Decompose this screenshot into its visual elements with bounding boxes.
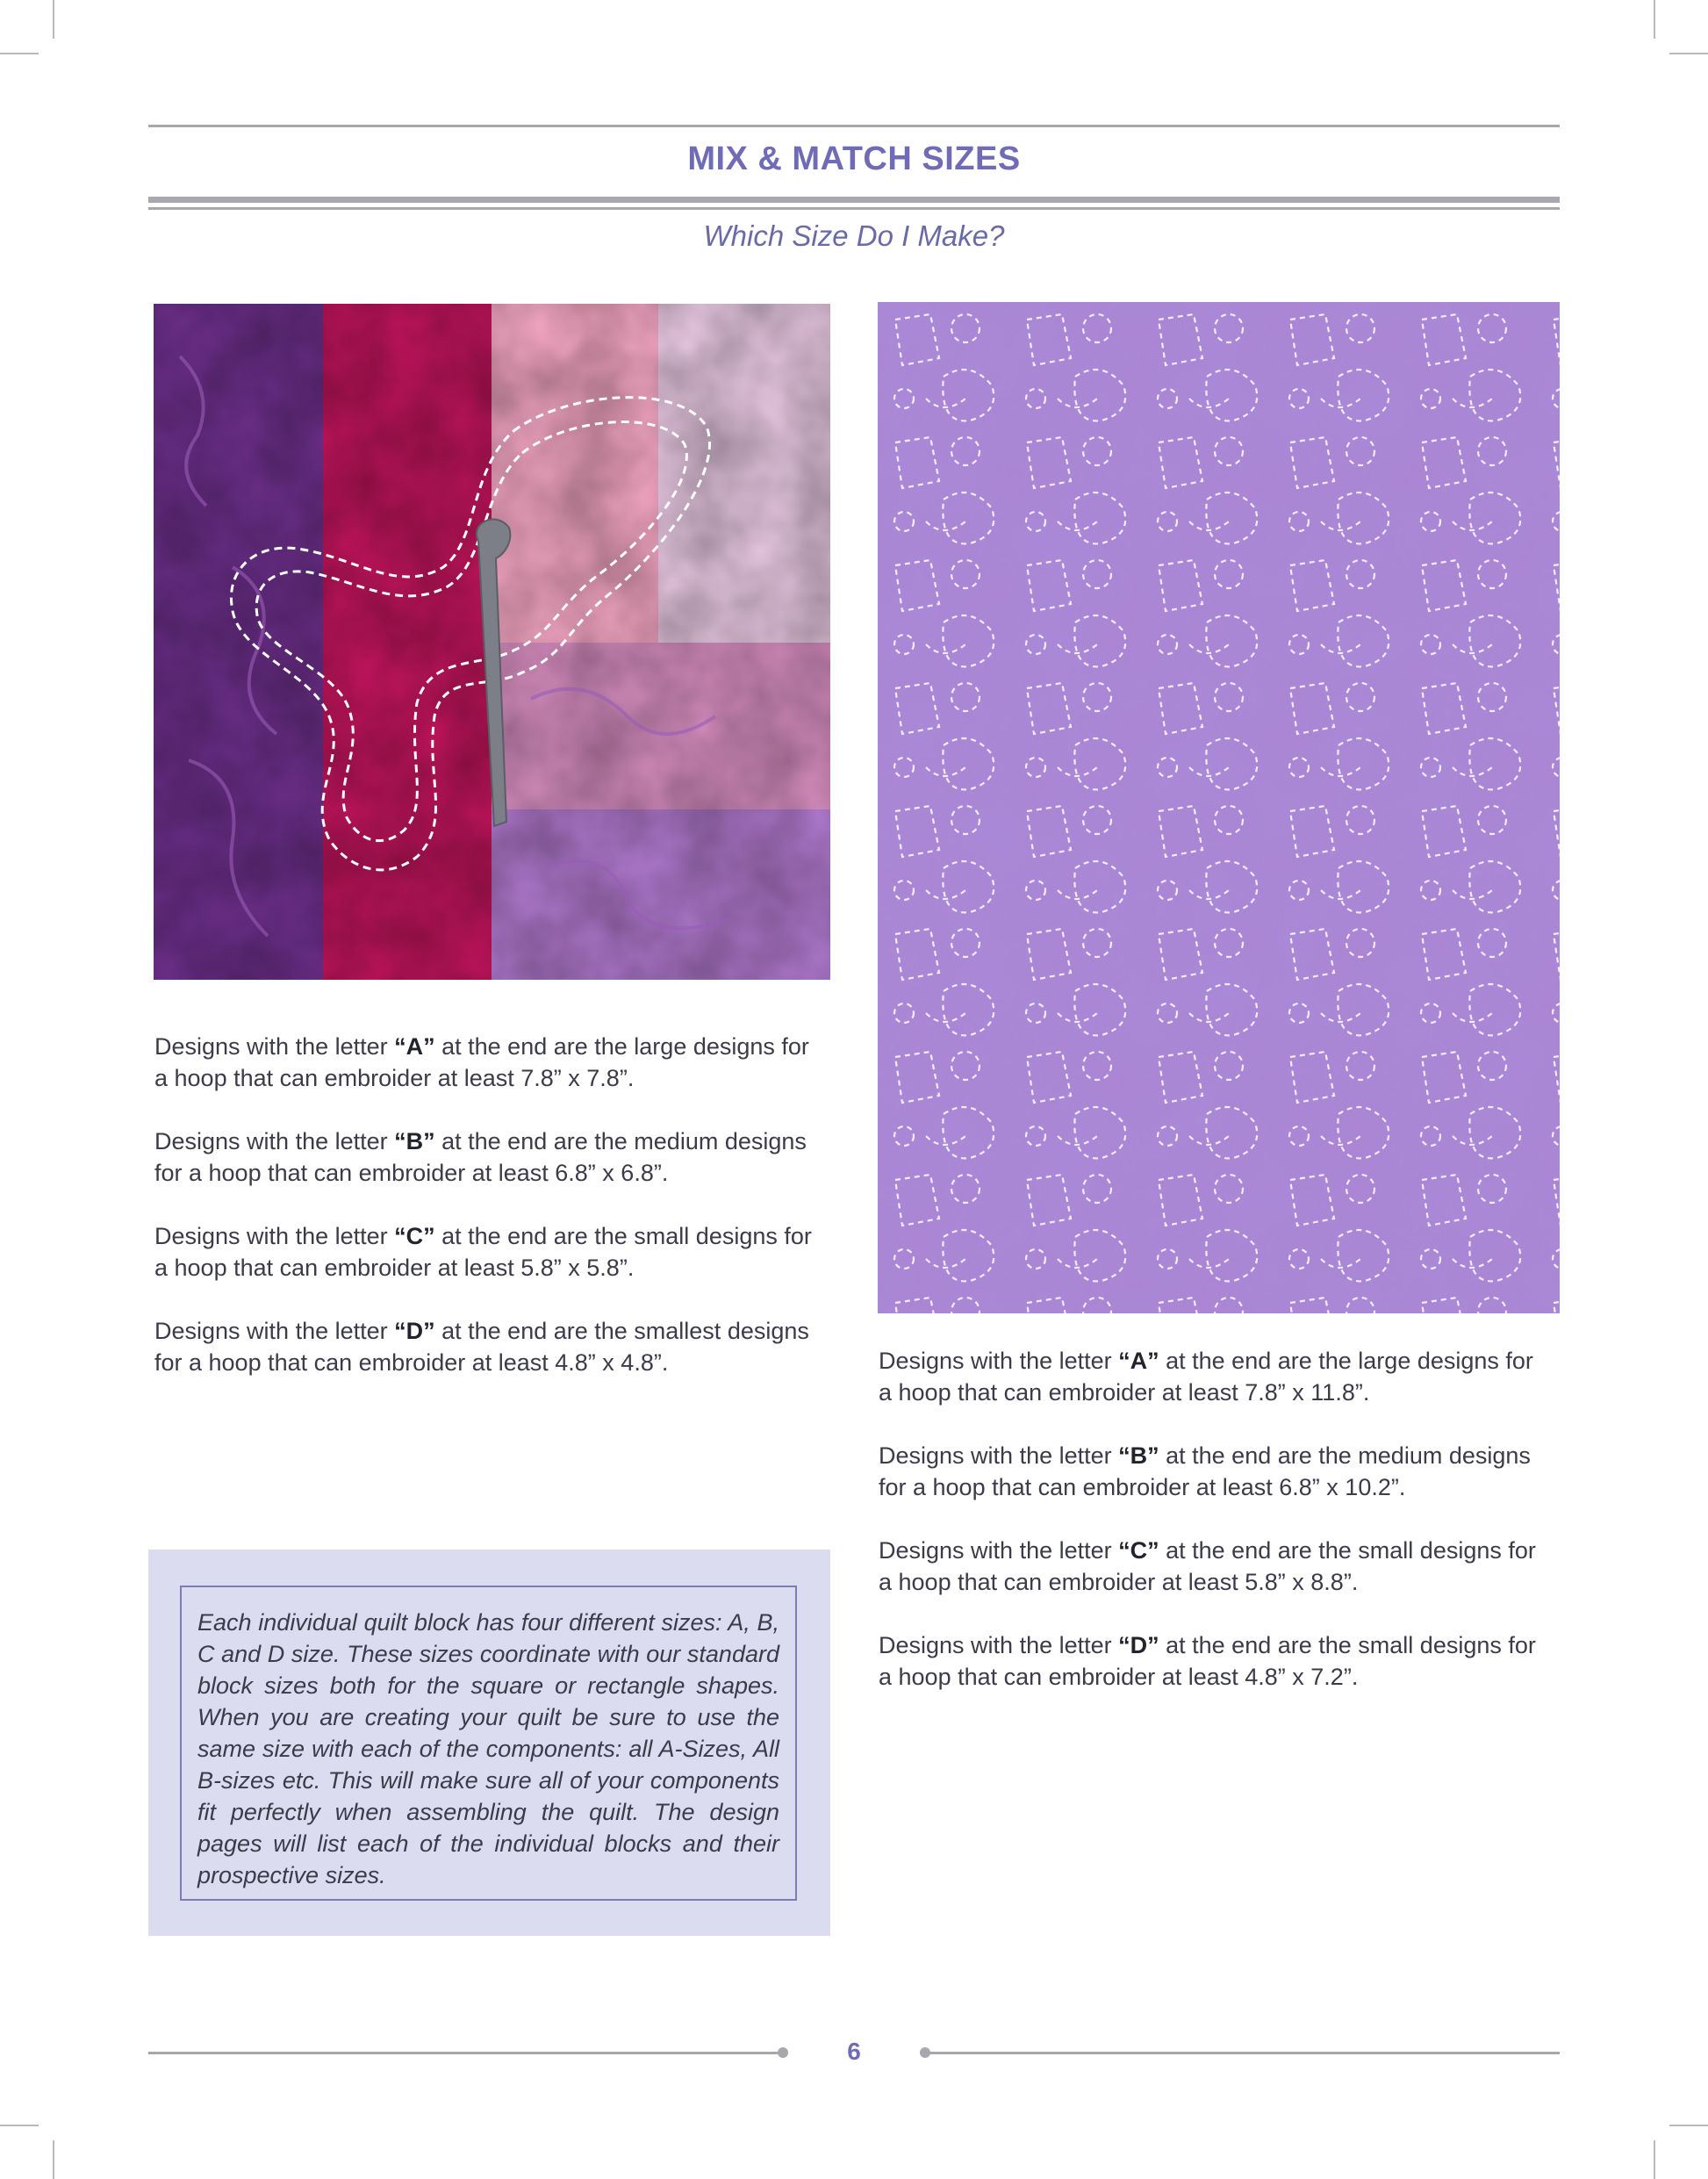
footer-rule-left <box>148 2052 783 2054</box>
description-text: at the end are the large designs for <box>1159 1348 1533 1374</box>
crop-mark <box>1654 2140 1655 2179</box>
size-description-d <box>154 1315 848 1378</box>
description-text: a hoop that can embroider at least 7.8” x 11.8”. <box>879 1379 1370 1406</box>
rectangle-block-illustration <box>878 302 1560 1313</box>
size-description-b <box>154 1125 848 1189</box>
page-subtitle: Which Size Do I Make? <box>703 219 1005 252</box>
note-box <box>148 1550 830 1936</box>
description-text: at the end are the medium designs <box>434 1128 807 1154</box>
crop-mark <box>1654 0 1655 39</box>
header-bottom-rule <box>148 197 1560 203</box>
size-letter: “B” <box>394 1128 435 1154</box>
size-letter: “A” <box>394 1033 435 1060</box>
description-text: at the end are the smallest designs <box>434 1318 809 1344</box>
crop-mark <box>0 53 39 54</box>
size-letter: “D” <box>394 1318 435 1344</box>
description-text: a hoop that can embroider at least 5.8” x 5.8”. <box>154 1255 635 1281</box>
size-description-c <box>879 1535 1572 1598</box>
footer-rule-right <box>925 2052 1560 2054</box>
description-text: at the end are the small designs for <box>434 1223 812 1249</box>
rectangle-size-descriptions <box>879 1345 1572 1693</box>
crop-mark <box>53 2140 54 2179</box>
description-text: a hoop that can embroider at least 5.8” x 8.8”. <box>879 1569 1359 1595</box>
description-text: at the end are the small designs for <box>1159 1632 1536 1658</box>
size-letter: “C” <box>1118 1537 1159 1564</box>
size-description-a <box>154 1031 848 1094</box>
size-description-c <box>154 1220 848 1284</box>
size-description-a <box>879 1345 1572 1408</box>
page-title: MIX & MATCH SIZES <box>687 140 1021 177</box>
description-text: Designs with the letter <box>154 1318 395 1344</box>
description-text: a hoop that can embroider at least 4.8” x 7.2”. <box>879 1664 1359 1690</box>
description-text: Designs with the letter <box>879 1632 1119 1658</box>
size-description-d <box>879 1629 1572 1693</box>
description-text: Designs with the letter <box>879 1348 1119 1374</box>
description-text: for a hoop that can embroider at least 6.8” x 10.2”. <box>879 1474 1406 1500</box>
size-letter: “A” <box>1118 1348 1159 1374</box>
size-description-b <box>879 1440 1572 1503</box>
size-letter: “B” <box>1118 1442 1159 1469</box>
size-letter: “D” <box>1118 1632 1159 1658</box>
rectangle-block-photo <box>878 302 1560 1313</box>
crop-mark <box>0 2125 39 2126</box>
description-text: at the end are the small designs for <box>1159 1537 1536 1564</box>
description-text: Designs with the letter <box>154 1033 395 1060</box>
description-text: Designs with the letter <box>154 1223 395 1249</box>
square-block-photo <box>154 304 830 980</box>
footer-dot-left <box>778 2047 788 2058</box>
description-text: a hoop that can embroider at least 7.8” x 7.8”. <box>154 1065 635 1091</box>
crop-mark <box>1669 53 1708 54</box>
size-letter: “C” <box>394 1223 435 1249</box>
description-text: at the end are the large designs for <box>434 1033 809 1060</box>
description-text: Designs with the letter <box>879 1537 1119 1564</box>
description-text: for a hoop that can embroider at least 4.8” x 4.8”. <box>154 1349 669 1376</box>
crop-mark <box>53 0 54 39</box>
header-top-rule <box>148 125 1560 127</box>
header-bottom-rule-thin <box>148 207 1560 210</box>
note-text: Each individual quilt block has four different sizes: A, B, C and D size. These sizes coordinate with our standard block sizes both for the square or rectangle shapes. When you are creating your quilt be sure to use the same size with each of the components: all A-Sizes, All B-sizes etc. This will make sure all of your components fit perfectly when assembling the quilt. The design pages will list each of the individual blocks and their prospective sizes. <box>180 1586 797 1901</box>
description-text: Designs with the letter <box>879 1442 1119 1469</box>
description-text: Designs with the letter <box>154 1128 395 1154</box>
description-text: at the end are the medium designs <box>1159 1442 1531 1469</box>
square-size-descriptions <box>154 1031 848 1378</box>
crop-mark <box>1669 2125 1708 2126</box>
page-number: 6 <box>847 2038 861 2065</box>
description-text: for a hoop that can embroider at least 6.8” x 6.8”. <box>154 1160 669 1186</box>
square-block-illustration <box>154 304 830 980</box>
